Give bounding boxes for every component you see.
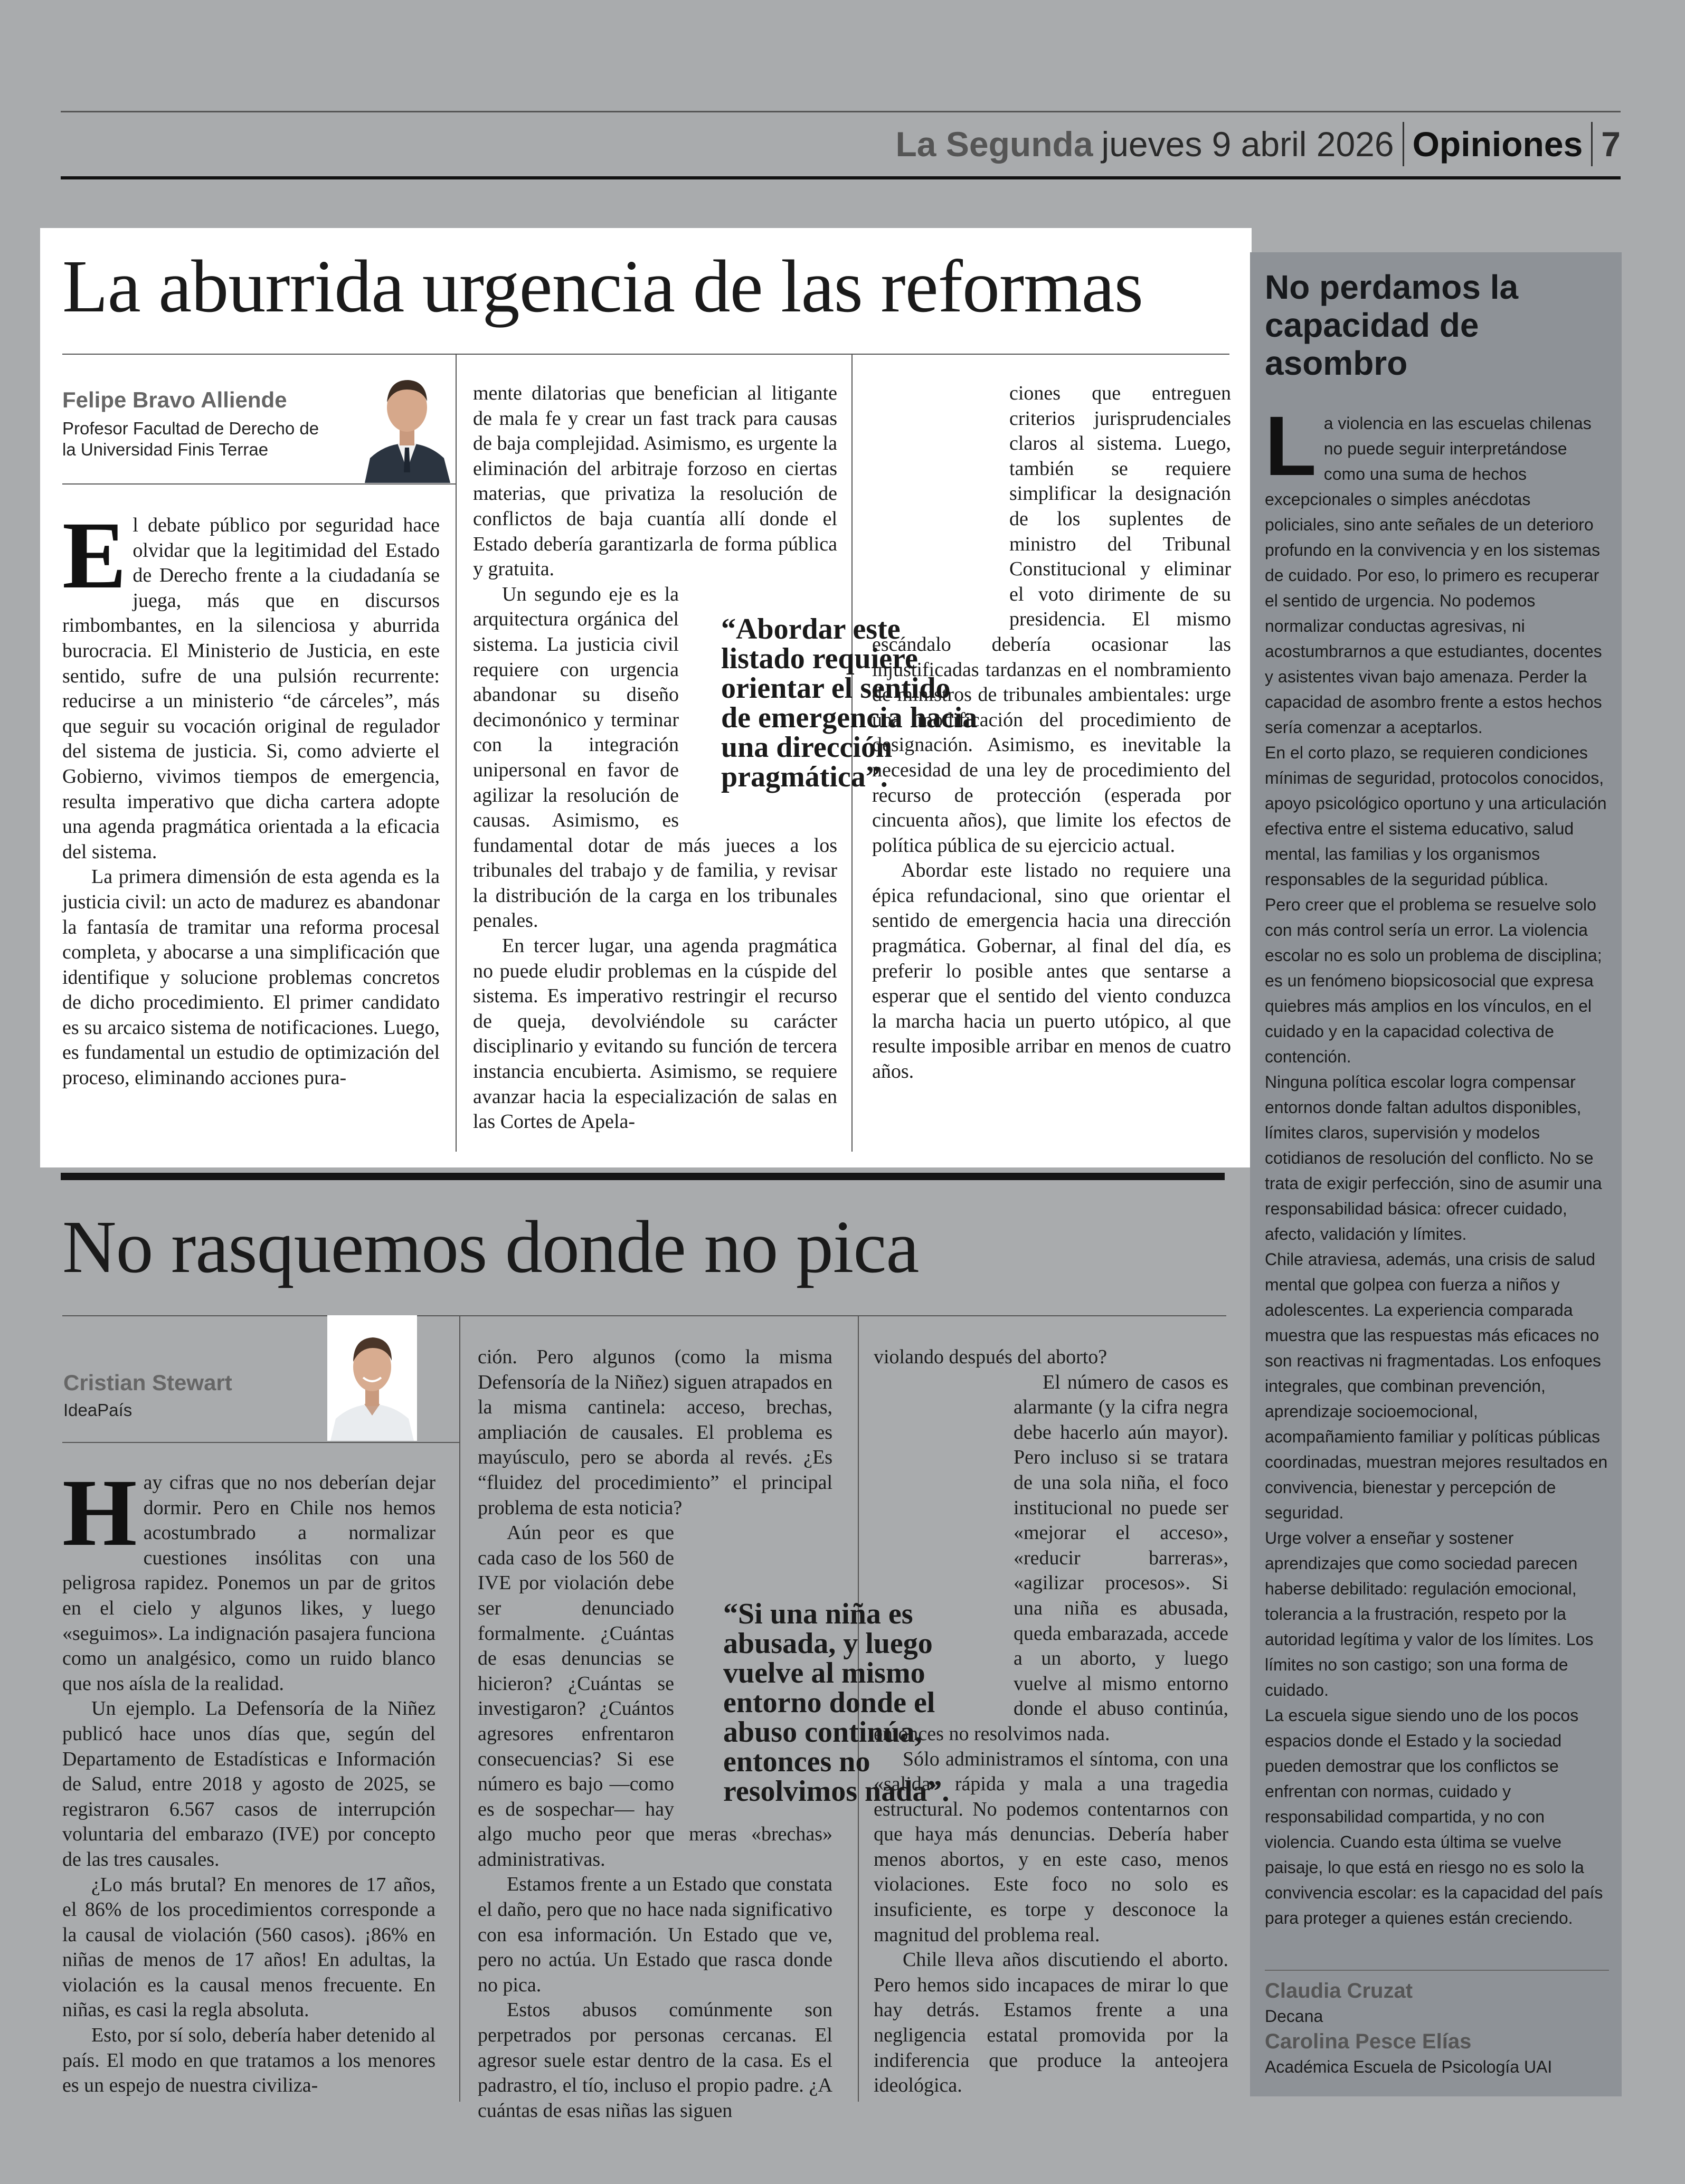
paragraph: Aún peor es que cada caso de los 560 de IVE por violación debe ser denunciado formalmente. ¿Cuántas de esas denuncias se hicieron? ¿Cuántas se investigaron? ¿Cuántos agresores enfrentaron consecuencias? Si ese número es bajo —como es de sospechar— hay algo mucho peor que meras «brechas» administrativas. [478,1522,832,1870]
paragraph: mente dilatorias que benefician al litigante de mala fe y crear un fast track para causas de baja complejidad. Asimismo, es urgente la eliminación del arbitraje forzoso en ciertas materias, que privatiza la resolución de conflictos de baja cuantía allí donde el Estado debería garantizarla de forma pública y gratuita. [473,382,837,581]
paragraph: ciones que entreguen criterios jurisprudenciales claros al sistema. Luego, también se requiere simplificar la designación de los suplentes de ministro del Tribunal Constitucional y eliminar el voto dirimente de su presidencia. El mismo escándalo debería ocasionar las injustificadas tardanzas en el nombramiento de ministros de tribunales ambientales: urge una modificación del procedimiento de designación. Asimismo, es inevitable la necesidad de una ley de procedimiento del recurso de protección (esperada por cincuenta años), que limite los efectos de política pública de su ejercicio actual. [872,382,1231,857]
signature-role: Académica Escuela de Psicología UAI [1265,2057,1553,2076]
paragraph: Estos abusos comúnmente son perpetrados por personas cercanas. El agresor suele estar dentro de la casa. Es el padrastro, el tío, incluso el propio padre. ¿A cuántas de esas niñas las siguen [478,1999,832,2122]
drop-cap: L [1265,398,1317,493]
paragraph: Urge volver a enseñar y sostener aprendizajes que como sociedad parecen haberse debilitado: regulación emocional, tolerancia a la frustración, respeto por la autoridad legítima y valor de los límites. Los límites no son castigo; son una forma de cuidado. [1265,1528,1594,1699]
author-role: Profesor Facultad de Derecho de la Universidad Finis Terrae [62,419,319,459]
drop-cap: H [62,1460,137,1566]
paragraph: l debate público por seguridad hace olvidar que la legitimidad del Estado de Derecho frente a la ciudadanía se juega, más que en discursos rimbombantes, en la silenciosa y aburrida burocracia. El Ministerio de Justicia, en este sentido, sufre de una pulsión recurrente: reducirse a un ministerio “de cárceles”, más que seguir su vocación original de regulador del sistema de justicia. Si, como advierte el Gobierno, vivimos tiempos de emergencia, resulta imperativo que dicha cartera adopte una agenda pragmática orientada a la eficacia del sistema. [62,514,440,863]
paragraph: ay cifras que no nos deberían dejar dormir. Pero en Chile nos hemos acostumbrado a normalizar cuestiones insólitas con una peligrosa rapidez. Ponemos un par de gritos en el cielo y algunos likes, y luego «seguimos». La indignación pasajera funciona como un analgésico, como un ruido blanco que nos aísla de la realidad. [62,1471,436,1695]
signature-name: Claudia Cruzat [1265,1979,1413,2002]
paragraph: Chile atraviesa, además, una crisis de salud mental que golpea con fuerza a niños y adolescentes. La experiencia comparada muestra que las respuestas más eficaces no son reactivas ni fragmentadas. Los enfoques integrales, que combinan prevención, aprendizaje socioemocional, acompañamiento familiar y políticas públicas coordinadas, muestran mejores resultados en convivencia, bienestar y percepción de seguridad. [1265,1250,1608,1522]
byline-rule [62,483,456,485]
newspaper-name: La Segunda [895,125,1093,164]
byline-rule [62,1442,459,1443]
pullquote-gap [872,381,1009,624]
paragraph: Sólo administramos el síntoma, con una «salida» rápida y mala a una tragedia estructural. No podemos contentarnos con que haya más denuncias. Debería haber menos abortos, y en este caso, menos violaciones. Este foco no solo es insuficiente, es torpe y desconoce la magnitud del problema real. [874,1748,1228,1946]
paragraph: Un segundo eje es la arquitectura orgánica del sistema. La justicia civil requiere con urgencia abandonar su diseño decimonónico y terminar con la integración unipersonal en favor de agilizar la resolución de causas. Asimismo, es fundamental dotar de más jueces a los tribunales del trabajo y de familia, y revisar la distribución de la carga en los tribunales penales. [473,583,837,932]
paragraph: ¿Lo más brutal? En menores de 17 años, el 86% de los procedimientos corresponde a la causal de violación (560 casos). ¡86% en niñas de menos de 17 años! En adultas, la violación es la causal menos frecuente. En niñas, es casi la regla absoluta. [62,1873,436,2021]
section-divider [61,1173,1225,1180]
article-panel [40,228,1252,1167]
paragraph: En el corto plazo, se requieren condiciones mínimas de seguridad, protocolos conocidos, apoyo psicológico oportuno y una articulación efectiva entre el sistema educativo, salud mental, las familias y los organismos responsables de la seguridad pública. [1265,743,1607,889]
paragraph: Chile lleva años discutiendo el aborto. Pero hemos sido incapaces de mirar lo que hay detrás. Estamos frente a una negligencia estatal promovida por la indiferencia que produce la anteojera ideológica. [874,1949,1228,2097]
signature-name: Carolina Pesce Elías [1265,2030,1472,2053]
issue-date: jueves 9 abril 2026 [1101,125,1394,164]
sidebar-title: No perdamos la capacidad de asombro [1265,268,1519,382]
paragraph: Un ejemplo. La Defensoría de la Niñez publicó hace unos días que, según del Departamento de Estadísticas e Información de Salud, entre 2018 y agosto de 2025, se registraron 6.567 casos de interrupción voluntaria del embarazo (IVE) por concepto de las tres causales. [62,1697,436,1870]
paragraph: Ninguna política escolar logra compensar entornos donde faltan adultos disponibles, límites claros, supervisión y modelos cotidianos de resolución del conflicto. No se trata de exigir perfección, sino de asumir una responsabilidad básica: ofrecer cuidado, afecto, validación y límites. [1265,1072,1602,1243]
paragraph: Estamos frente a un Estado que constata el daño, pero que no hace nada significativo con esa información. Un Estado que ve, pero no actúa. Un Estado que rasca donde no pica. [478,1873,832,1996]
paragraph: ción. Pero algunos (como la misma Defensoría de la Niñez) siguen atrapados en la misma cantinela: acceso, brechas, ampliación de causales. El problema es mayúsculo, pero se aborda al revés. ¿Es “fluidez del procedimiento” el principal problema de esta noticia? [478,1346,832,1519]
masthead [61,111,1621,179]
article-column-1 [62,502,440,1091]
paragraph: violando después del aborto? [874,1346,1107,1368]
signature-rule [1265,1970,1609,1971]
paragraph: Pero creer que el problema se resuelve solo con más control sería un error. La violencia escolar no es solo un problema de disciplina; es un fenómeno biopsicosocial que expresa quiebres más amplios en los vínculos, en el cuidado y en la capacidad colectiva de contención. [1265,895,1602,1066]
masthead-divider [1403,122,1404,166]
page-number: 7 [1601,125,1621,164]
pull-quote: “Abordar este listado requiere orientar el sentido de emergencia hacia una dirección pragmática”. [721,613,978,793]
article-headline: La aburrida urgencia de las reformas [62,244,1143,328]
paragraph: Abordar este listado no requiere una épica refundacional, sino que orientar el sentido de emergencia hacia una dirección pragmática. Gobernar, al final del día, es preferir lo posible antes que sentarse a esperar que el sentido del viento conduzca la marcha hacia un puerto utópico, al que resulte imposible arribar en menos de cuatro años. [872,859,1231,1083]
author-name: Felipe Bravo Alliende [62,387,287,412]
paragraph: La escuela sigue siendo uno de los pocos espacios donde el Estado y la sociedad pueden demostrar que los conflictos se enfrentan con normas, cuidado y responsabilidad compartida, y no con violencia. Cuando esta última se vuelve paisaje, lo que está en riesgo no es solo la convivencia escolar: es la capacidad del país para proteger a quienes están creciendo. [1265,1706,1603,1927]
masthead-divider [1591,122,1593,166]
signature-role: Decana [1265,2007,1323,2026]
headline-rule [62,1315,1226,1316]
column-divider [456,354,457,1152]
author-photo [359,364,455,483]
author-photo [327,1315,417,1441]
column-divider [459,1316,460,2102]
section-name: Opiniones [1412,125,1583,164]
drop-cap: E [62,502,127,609]
author-role: IdeaPaís [63,1400,132,1420]
author-name: Cristian Stewart [63,1370,232,1395]
headline-rule [62,354,1229,355]
paragraph: Esto, por sí solo, debería haber detenido al país. El modo en que tratamos a los menores es un espejo de nuestra civiliza- [62,2024,436,2097]
article-column-1 [62,1460,436,2098]
sidebar-body [1265,398,1609,1931]
article-headline: No rasquemos donde no pica [62,1205,919,1288]
paragraph: En tercer lugar, una agenda pragmática no puede eludir problemas en la cúspide del sistema. Es imperativo restringir el recurso de queja, devolviéndole su carácter disciplinario y evitando su función de tercera instancia encubierta. Asimismo, se requiere avanzar hacia la especialización de salas en las Cortes de Apela- [473,935,837,1133]
paragraph: La primera dimensión de esta agenda es la justicia civil: un acto de madurez es abandonar la fantasía de tramitar una reforma procesal completa, y abocarse a una simplificación que identifique y solucione problemas concretos de dicho procedimiento. El primer candidato es su arcaico sistema de notificaciones. Luego, es fundamental un estudio de optimización del proceso, eliminando acciones pura- [62,866,440,1089]
sidebar-column [1250,252,1622,2096]
paragraph: a violencia en las escuelas chilenas no puede seguir interpretándose como una suma de hechos excepcionales o simples anécdotas policiales, sino ante señales de un deterioro profundo en la convivencia y en los sistemas de cuidado. Por eso, lo primero es recuperar el sentido de urgencia. No podemos normalizar conductas agresivas, ni acostumbrarnos a que estudiantes, docentes y asistentes vivan bajo amenaza. Perder la capacidad de asombro frente a estos hechos sería comenzar a aceptarlos. [1265,414,1602,737]
paragraph: El número de casos es alarmante (y la cifra negra debe hacerlo aún mayor). Pero incluso si se tratara de una sola niña, el foco institucional no puede ser «mejorar el acceso», «reducir barreras», «agilizar procesos». Si una niña es abusada, queda embarazada, accede a un aborto, y luego vuelve al mismo entorno donde el abuso continúa, entonces no resolvimos nada. [874,1371,1228,1745]
pull-quote: “Si una niña es abusada, y luego vuelve al mismo entorno donde el abuso continúa, entonces no resolvimos nada”. [723,1598,950,1808]
